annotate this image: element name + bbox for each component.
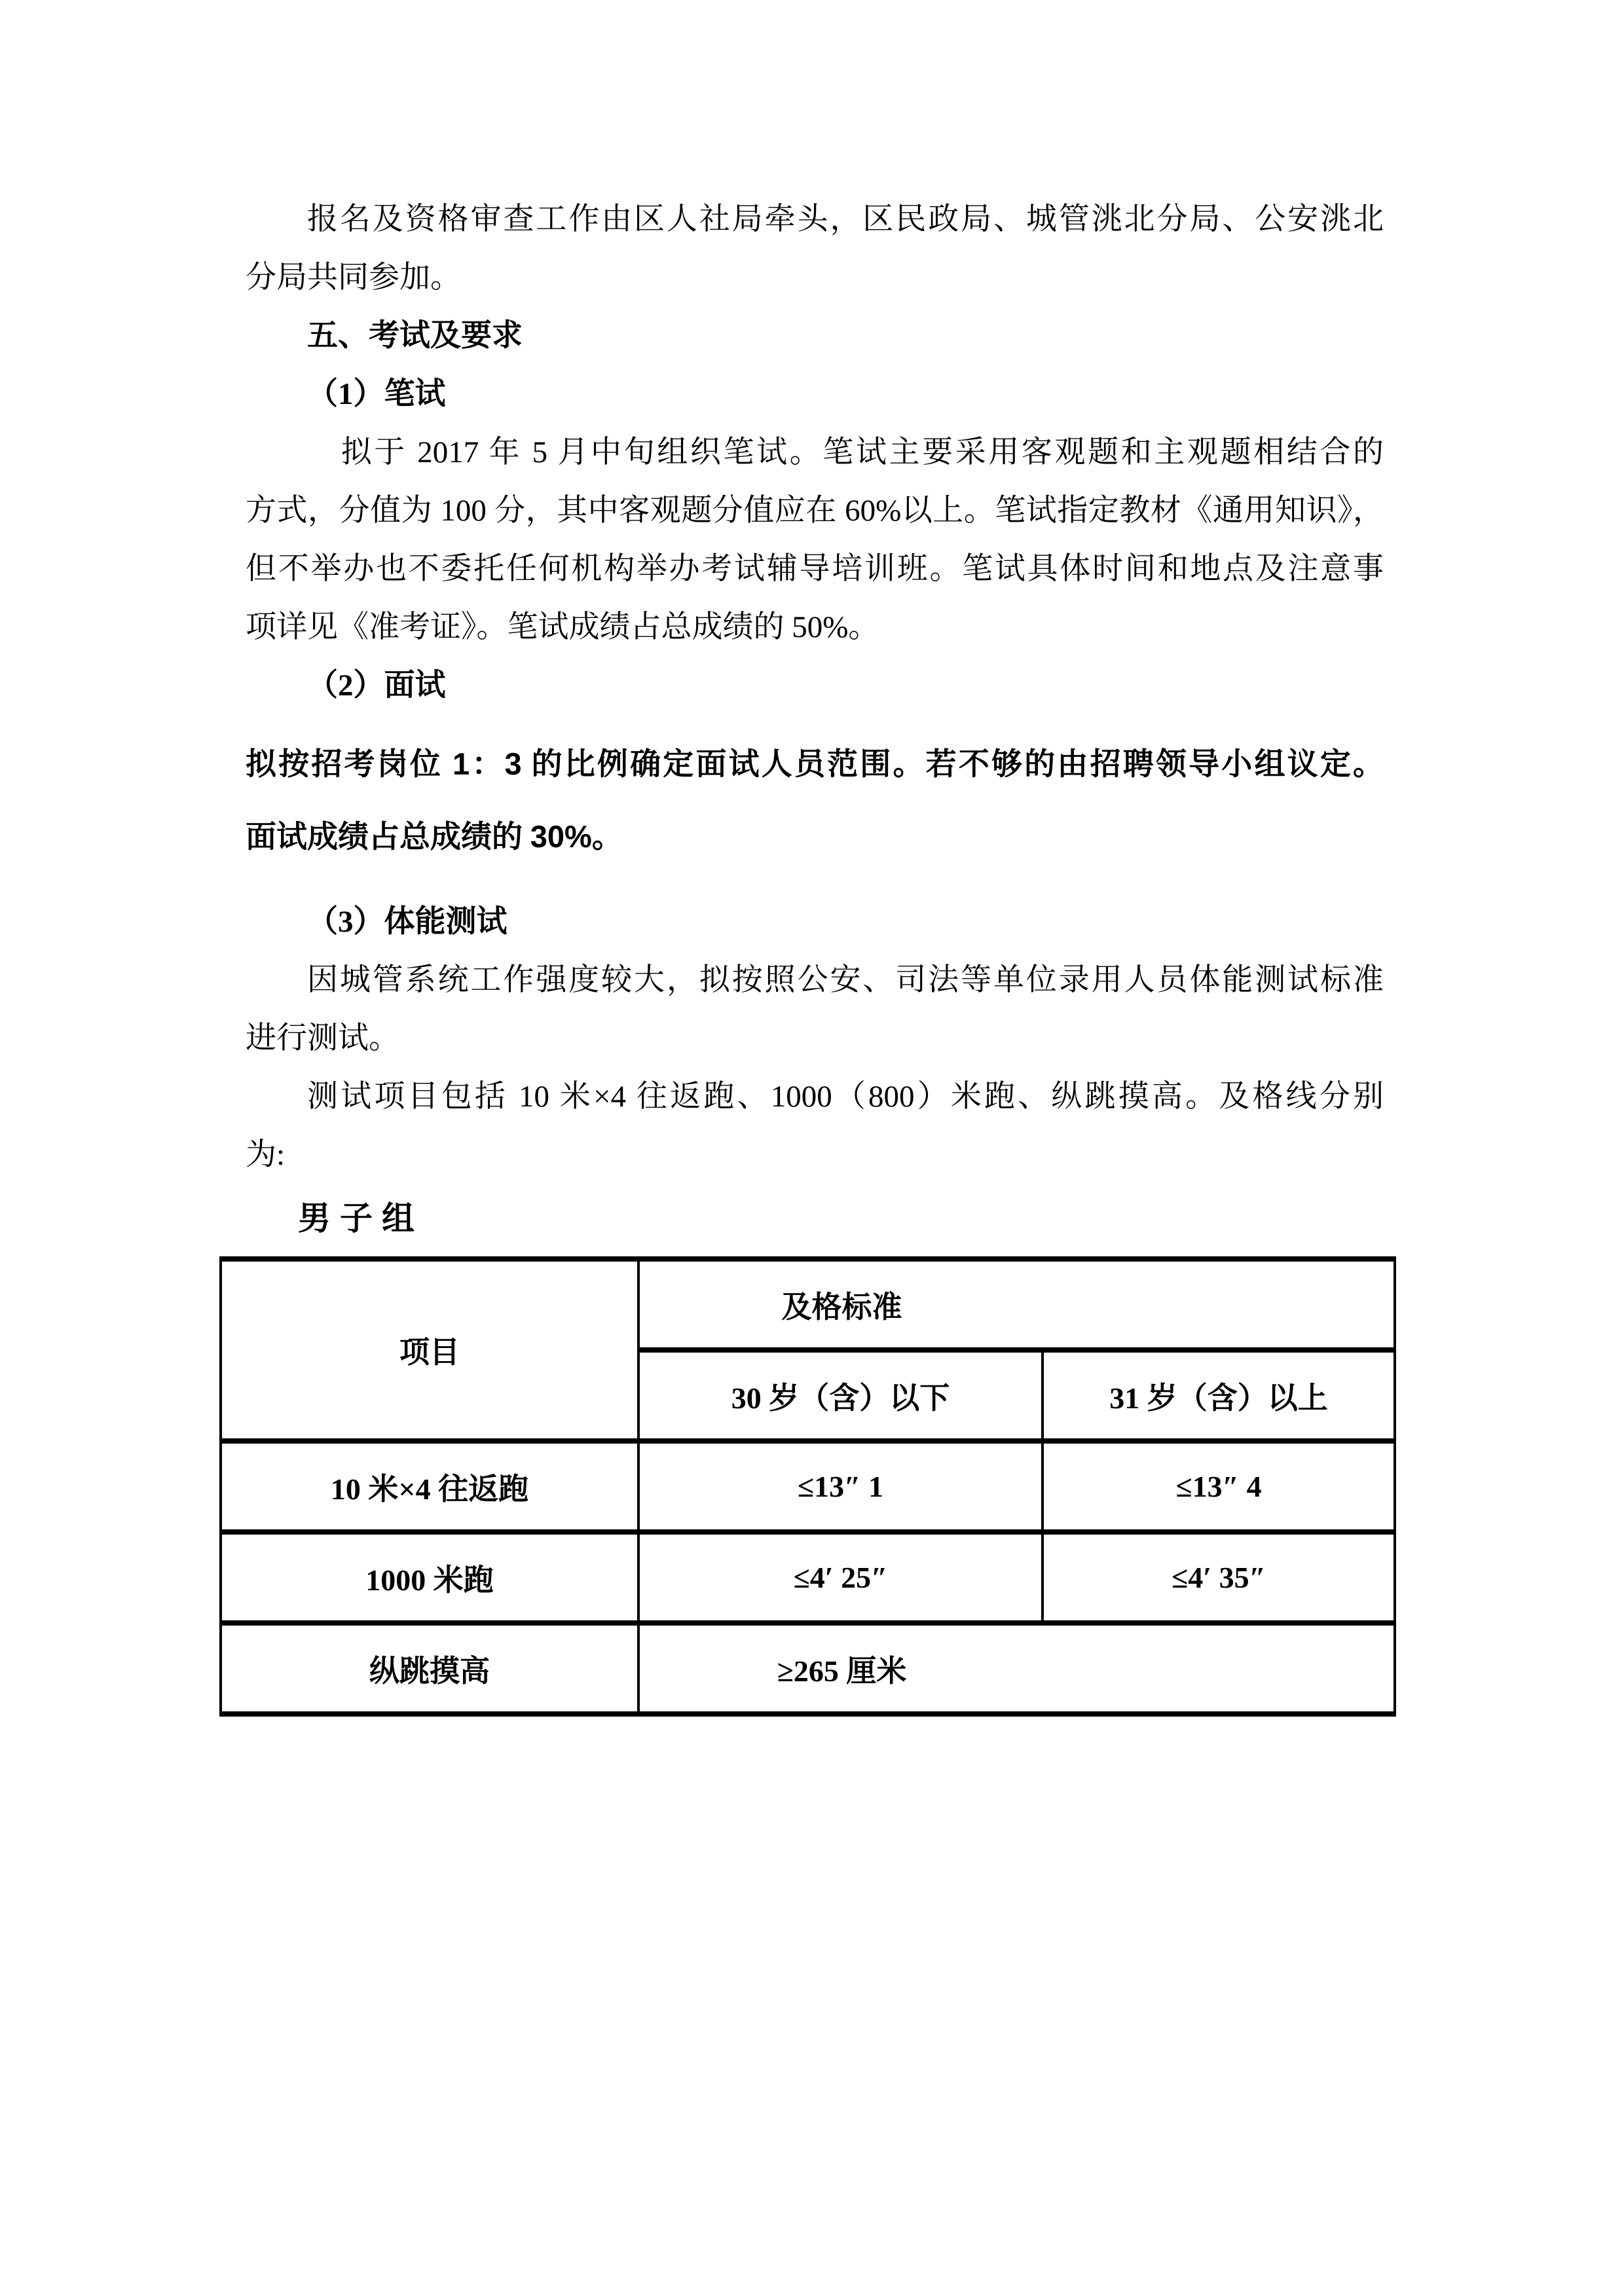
interview-line1-text: 拟按招考岗位 [246, 748, 452, 782]
table-row-vertical-jump [221, 1623, 1395, 1714]
interview-line1-text-post: 的比例确定面试人员范围。若不够的由招聘领导小组议定。 [521, 748, 1384, 782]
paragraph-interview-line-1 [246, 728, 1384, 801]
paragraph-interview [246, 728, 1384, 873]
interview-percent-value: 30% [530, 819, 592, 854]
table-cell-over31: ≤4′ 35″ [1043, 1532, 1395, 1623]
paragraph-written-test [246, 424, 1384, 657]
paragraph-physical-line-2: 进行测试。 [246, 1021, 399, 1055]
table-cell-item: 纵跳摸高 [221, 1623, 638, 1714]
mens-group-label: 男子组 [298, 1200, 424, 1237]
paragraph-items-line-2: 为: [246, 1138, 286, 1172]
document-content [246, 191, 1384, 1717]
table-cell-item: 1000 米跑 [221, 1532, 638, 1623]
heading-physical-test: （3）体能测试 [307, 905, 507, 939]
table-cell-standard-text: ≥265 厘米 [777, 1654, 907, 1688]
paragraph-physical-line-1: 因城管系统工作强度较大，拟按照公安、司法等单位录用人员体能测试标准 [307, 963, 1384, 997]
table-row-shuttle-run [221, 1441, 1395, 1532]
paragraph-written-line-3: 但不举办也不委托任何机构举办考试辅导培训班。笔试具体时间和地点及注意事 [246, 552, 1384, 586]
paragraph-written-line-4: 项详见《准考证》。笔试成绩占总成绩的 50%。 [246, 610, 879, 644]
paragraph-registration [246, 191, 1384, 307]
table-cell-under30: ≤13″ 1 [638, 1441, 1043, 1532]
table-cell-over31: ≤13″ 4 [1043, 1441, 1395, 1532]
paragraph-registration-line-1: 报名及资格审查工作由区人社局牵头，区民政局、城管洮北分局、公安洮北 [307, 202, 1384, 236]
heading-interview: （2）面试 [307, 668, 446, 702]
heading-written-test: （1）笔试 [307, 377, 446, 411]
paragraph-registration-line-2: 分局共同参加。 [246, 261, 461, 295]
table-cell-standard-merged [638, 1623, 1395, 1714]
table-header-over31: 31 岁（含）以上 [1043, 1350, 1395, 1441]
interview-ratio-value: 1：3 [452, 746, 522, 781]
paragraph-physical-test [246, 951, 1384, 1068]
table-cell-item: 10 米×4 往返跑 [221, 1441, 638, 1532]
table-header-standard-text: 及格标准 [781, 1290, 902, 1324]
physical-test-table [219, 1256, 1396, 1717]
paragraph-items-line-1: 测试项目包括 10 米×4 往返跑、1000（800）米跑、纵跳摸高。及格线分别 [307, 1080, 1384, 1114]
table-header-item: 项目 [221, 1259, 638, 1441]
heading-section-five: 五、考试及要求 [307, 319, 523, 353]
interview-line2-text-post: 。 [591, 820, 623, 854]
paragraph-interview-line-2 [246, 801, 1384, 873]
table-header-row-1 [221, 1259, 1395, 1350]
paragraph-written-line-1: 拟于 2017 年 5 月中旬组织笔试。笔试主要采用客观题和主观题相结合的 [341, 435, 1384, 469]
table-header-standard [638, 1259, 1395, 1350]
table-row-1000m-run [221, 1532, 1395, 1623]
paragraph-test-items [246, 1068, 1384, 1184]
paragraph-written-line-2: 方式，分值为 100 分，其中客观题分值应在 60%以上。笔试指定教材《通用知识》， [246, 494, 1384, 528]
interview-line2-text: 面试成绩占总成绩的 [246, 820, 530, 854]
table-header-under30: 30 岁（含）以下 [638, 1350, 1043, 1441]
table-cell-under30: ≤4′ 25″ [638, 1532, 1043, 1623]
